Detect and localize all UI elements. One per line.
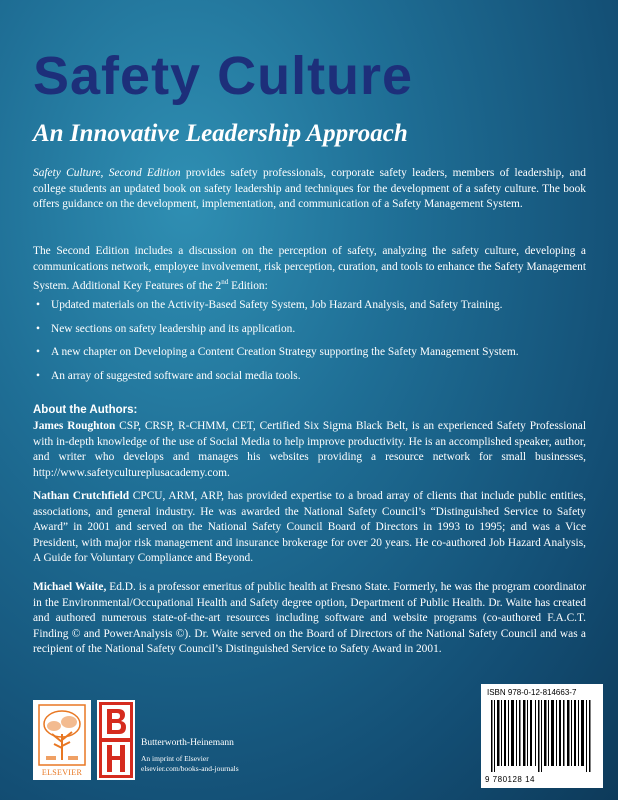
author-bio (33, 419, 586, 481)
elsevier-logo (33, 700, 91, 780)
author-name: Nathan Crutchfield (33, 490, 130, 502)
isbn-barcode-box (481, 684, 603, 788)
features-list (33, 298, 586, 392)
publisher-url: elsevier.com/books-and-journals (141, 764, 239, 773)
feature-text: An array of suggested software and social media tools. (51, 369, 301, 382)
bh-imprint-of: An imprint of Elsevier (141, 754, 209, 763)
feature-item (33, 369, 586, 385)
edition-tail: Edition: (228, 279, 268, 292)
book-title: Safety Culture (33, 46, 414, 106)
feature-item (33, 322, 586, 338)
elsevier-wordmark: ELSEVIER (41, 768, 83, 777)
author-bio (33, 580, 586, 658)
bullet-icon: • (36, 369, 40, 382)
elsevier-tree-icon (38, 704, 86, 766)
barcode-digits: 9 780128 14 (485, 775, 535, 784)
about-authors-heading: About the Authors: (33, 404, 138, 416)
feature-item (33, 345, 586, 361)
author-bio-text: CSP, CRSP, R-CHMM, CET, Certified Six Sigma Black Belt, is an experienced Safety Professional with in-depth knowledge of the use of Social Media to help improve productivity. He is an accomplished speaker, author, and writer who develops and manages his websites providing a resource network for small businesses, http://www.safetycultureplusacademy.com. (33, 420, 587, 479)
isbn-label: ISBN 978-0-12-814663-7 (487, 688, 577, 697)
author-name: Michael Waite, (33, 581, 107, 593)
author-bio (33, 489, 586, 567)
bh-imprint-name: Butterworth-Heinemann (141, 738, 234, 748)
book-subtitle: An Innovative Leadership Approach (33, 120, 408, 147)
intro-text: provides safety professionals, corporate safety leaders, members of leadership, and college students an updated book on safety leadership and techniques for the development of a safety culture. The book offers guidance on the development, implementation, and communication of a Safety Management System. (33, 167, 586, 210)
feature-text: New sections on safety leadership and its application. (51, 322, 296, 335)
author-bio-text: Ed.D. is a professor emeritus of public health at Fresno State. Formerly, he was the program coordinator in the Environmental/Occupational Health and Safety degree option, Department of Public Health. Dr. Waite has created and authored numerous state-of-the-art resources including software and website programs (co-authored F.A.C.T. Finding © and PowerAnalysis ©). Dr. Waite served on the Board of Directors of the National Safety Council and was a recipient of the National Safety Council’s Distinguished Service to Safety Award in 2001. (33, 581, 586, 655)
bullet-icon: • (36, 299, 40, 311)
barcode-icon (489, 700, 595, 772)
bullet-icon: • (36, 322, 40, 335)
feature-text: Updated materials on the Activity-Based Safety System, Job Hazard Analysis, and Safety Training. (51, 299, 503, 311)
bullet-icon: • (36, 346, 40, 358)
bh-logo (97, 700, 135, 780)
intro-paragraph (33, 166, 586, 213)
edition-paragraph (33, 244, 586, 294)
feature-item (33, 298, 586, 314)
feature-text: A new chapter on Developing a Content Creation Strategy supporting the Safety Management System. (51, 346, 519, 358)
author-bio-text: CPCU, ARM, ARP, has provided expertise to a broad array of clients that include public entities, associations, and general industry. He was awarded the National Safety Council’s “Distinguished Service to Safety Award” in 2001 and served on the National Safety Council Board of Directors in 1993 to 1995; and was a Vice President, with major risk management and insurance brokerage for over 20 years. He co-authored Job Hazard Analysis, A Guide for Voluntary Compliance and Beyond. (33, 490, 586, 564)
intro-lead: Safety Culture, Second Edition (33, 167, 181, 179)
edition-text: The Second Edition includes a discussion on the perception of safety, analyzing the safety culture, developing a communications network, employee involvement, risk perception, curation, and tools to enhance the Safety Management System. Additional Key Features of the 2 (33, 245, 586, 292)
author-name: James Roughton (33, 420, 116, 432)
bh-logo-icon (99, 702, 133, 778)
edition-sup: nd (221, 278, 229, 286)
